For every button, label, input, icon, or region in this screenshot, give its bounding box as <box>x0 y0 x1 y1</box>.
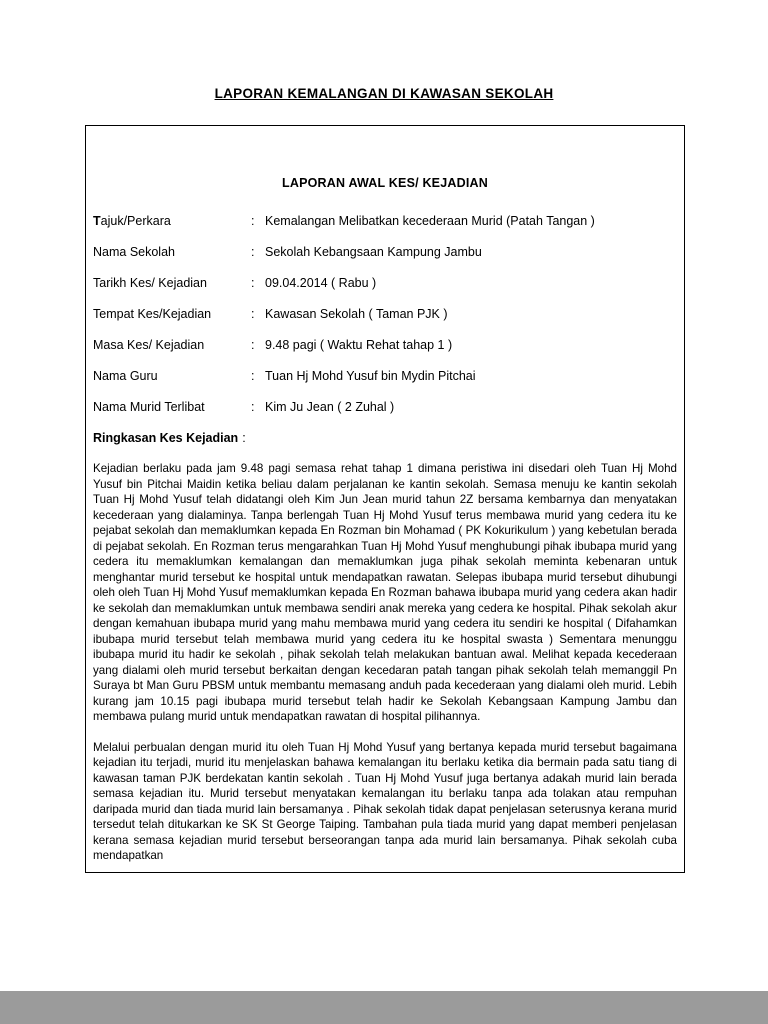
field-value: Kawasan Sekolah ( Taman PJK ) <box>265 307 448 321</box>
field-row-nama-sekolah <box>93 245 677 276</box>
field-separator: : <box>251 369 255 383</box>
document-title <box>0 0 768 101</box>
field-value: 09.04.2014 ( Rabu ) <box>265 276 377 290</box>
field-separator: : <box>251 338 255 352</box>
report-box <box>85 125 685 873</box>
field-label: Tempat Kes/Kejadian <box>93 307 212 321</box>
field-label: Nama Guru <box>93 369 158 383</box>
summary-heading-separator: : <box>242 431 246 445</box>
field-value: Kim Ju Jean ( 2 Zuhal ) <box>265 400 395 414</box>
report-fields <box>93 214 677 431</box>
summary-heading-label: Ringkasan Kes Kejadian <box>93 431 239 445</box>
field-value: 9.48 pagi ( Waktu Rehat tahap 1 ) <box>265 338 453 352</box>
field-row-tajuk-perkara <box>93 214 677 245</box>
field-separator: : <box>251 276 255 290</box>
field-separator: : <box>251 400 255 414</box>
report-heading: LAPORAN AWAL KES/ KEJADIAN <box>282 176 488 190</box>
document-title-text: LAPORAN KEMALANGAN DI KAWASAN SEKOLAH <box>214 86 554 101</box>
field-label: Nama Murid Terlibat <box>93 400 205 414</box>
field-label: Tarikh Kes/ Kejadian <box>93 276 207 290</box>
field-value: Kemalangan Melibatkan kecederaan Murid (Patah Tangan ) <box>265 214 595 228</box>
summary-heading <box>93 431 677 461</box>
field-value: Tuan Hj Mohd Yusuf bin Mydin Pitchai <box>265 369 476 383</box>
field-label-rest: ajuk/Perkara <box>100 214 171 228</box>
summary-paragraph-1: Kejadian berlaku pada jam 9.48 pagi semasa rehat tahap 1 dimana peristiwa ini disedari oleh Tuan Hj Mohd Yusuf bin Pitchai Maidin ketika beliau dalam perjalanan ke kantin sekolah. Semasa menuju ke kantin sekolah Tuan Hj Mohd Yusuf telah didatangi oleh Kim Jun Jean murid tahun 2Z bersama kembarnya dan menyatakan kecederaan yang dialaminya. Tanpa berlengah Tuan Hj Mohd Yusuf terus membawa murid yang cedera itu ke pejabat sekolah dan memaklumkan kepada En Rozman bin Mohamad ( PK Kokurikulum ) yang kebetulan berada di pejabat sekolah. En Rozman terus mengarahkan Tuan Hj Mohd Yusuf menghubungi pihak ibubapa murid yang cedera itu memaklumkan kemalangan dan memaklumkan juga pihak sekolah meminta kebenaran untuk menghantar murid tersebut ke hospital untuk mendapatkan rawatan. Selepas ibubapa murid tersebut dihubungi oleh oleh Tuan Hj Mohd Yusuf memaklumkan kepada En Rozman bahawa ibubapa murid yang cedera akan hadir ke sekolah dan memaklumkan untuk membawa sendiri anak mereka yang cedera ke hospital. Pihak sekolah akur dengan kemahuan ibubapa murid yang mahu membawa murid yang cedera itu sendiri ke hospital ( Difahamkan ibubapa murid tersebut telah membawa murid yang cedera itu ke hospital swasta ) Sementara menunggu ibubapa murid itu hadir ke sekolah , pihak sekolah telah melakukan bantuan awal. Melihat kepada kecederaan yang dialami oleh murid tersebut berkaitan dengan kecedaran patah tangan pihak sekolah telah memanggil Pn Suraya bt Man Guru PBSM untuk membantu memasang anduh pada kecederaan yang dialami oleh murid. Lebih kurang jam 10.15 pagi ibubapa murid tersebut telah hadir ke Sekolah Kebangsaan Kampung Jambu dan membawa pulang murid untuk mendapatkan rawatan di hospital pilihannya. <box>93 462 677 723</box>
field-separator: : <box>251 245 255 259</box>
field-label: Masa Kes/ Kejadian <box>93 338 205 352</box>
field-value: Sekolah Kebangsaan Kampung Jambu <box>265 245 482 259</box>
field-row-nama-guru <box>93 369 677 400</box>
field-separator: : <box>251 214 255 228</box>
field-label <box>93 214 251 228</box>
summary-paragraph-2: Melalui perbualan dengan murid itu oleh Tuan Hj Mohd Yusuf yang bertanya kepada murid tersebut bagaimana kejadian itu terjadi, murid itu menjelaskan bahawa kemalangan itu berlaku ketika dia bermain pada satu tiang di kawasan taman PJK berdekatan kantin sekolah . Tuan Hj Mohd Yusuf juga bertanya adakah murid lain berada semasa kejadian itu. Murid tersebut menyatakan kemalangan itu berlaku tanpa ada tolakan atau rempuhan daripada murid dan tiada murid lain bersamanya . Pihak sekolah tidak dapat penjelasan seterusnya kerana murid tersedut telah ditukarkan ke SK St George Taiping. Tambahan pula tiada murid yang dapat memberi penjelasan kerana semasa kejadian murid tersebut berseorangan tanpa ada murid lain bersamanya. Pihak sekolah cuba mendapatkan <box>93 740 677 862</box>
field-row-masa-kes <box>93 338 677 369</box>
field-row-tempat-kes <box>93 307 677 338</box>
field-label: Nama Sekolah <box>93 245 175 259</box>
field-separator: : <box>251 307 255 321</box>
field-label-bold-initial: T <box>93 214 101 228</box>
field-row-tarikh-kes <box>93 276 677 307</box>
field-row-nama-murid <box>93 400 677 431</box>
